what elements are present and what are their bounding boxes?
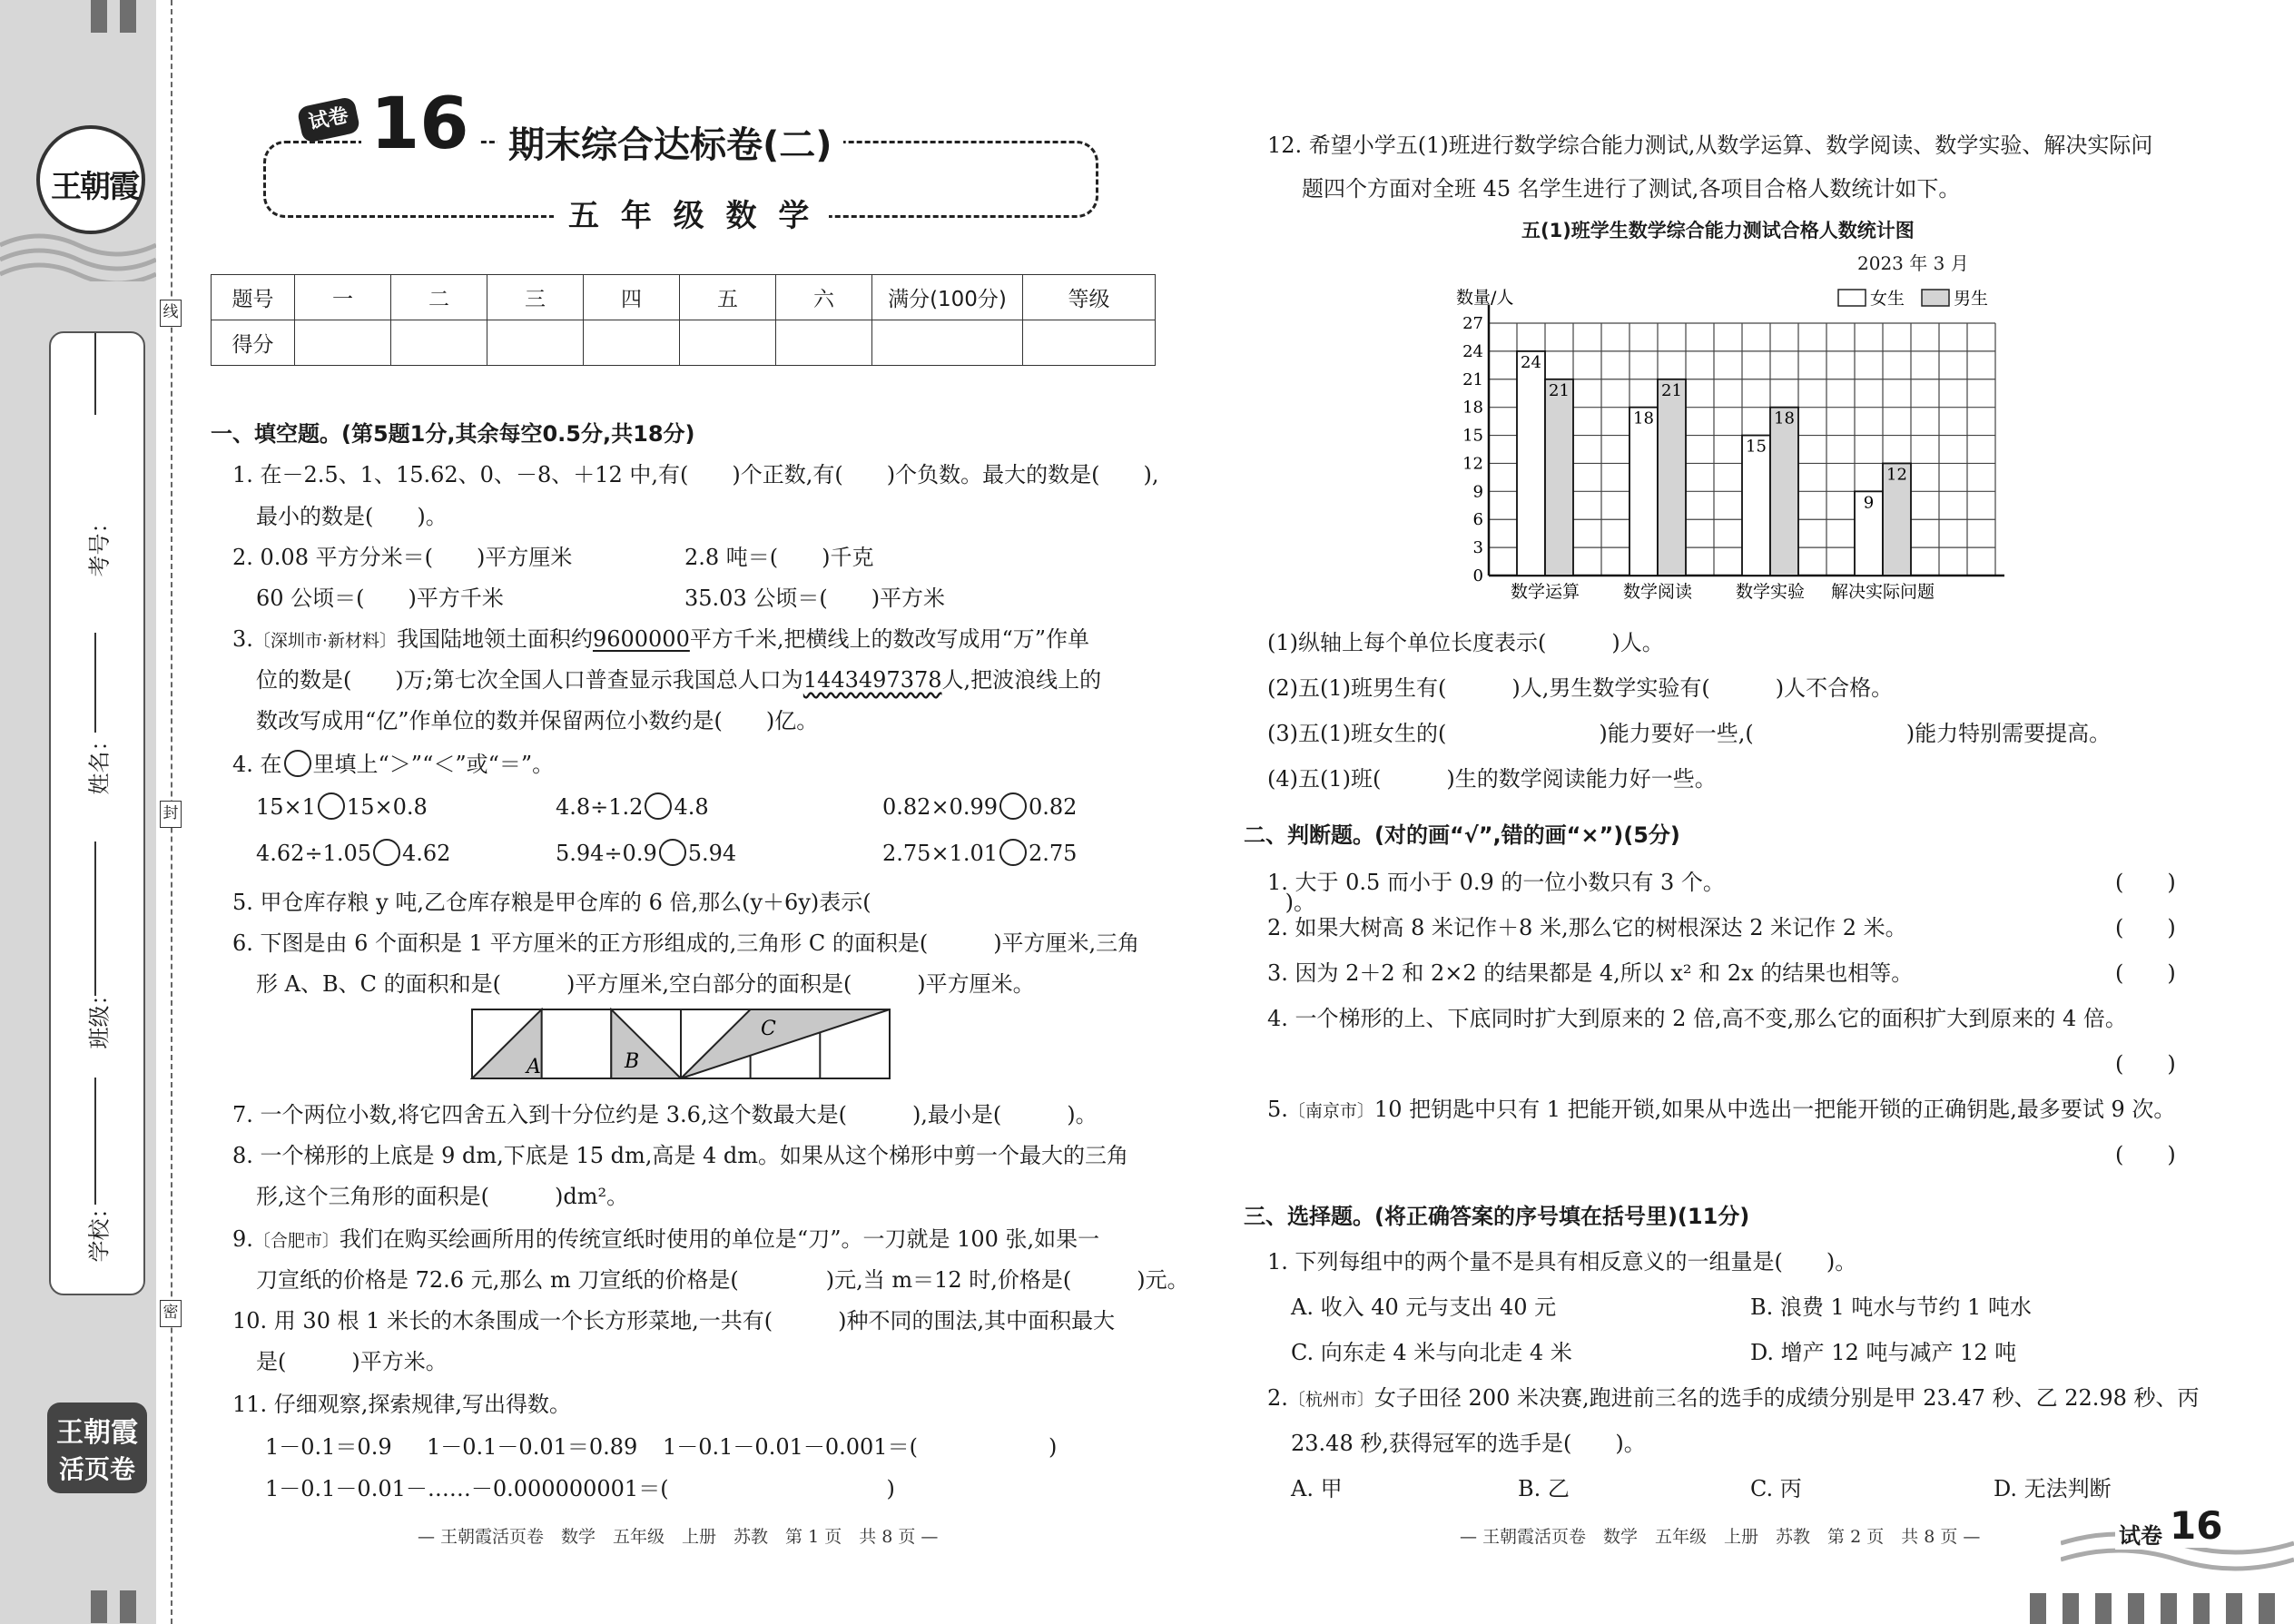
x-tick-label: 解决实际问题 [1830, 582, 1935, 602]
legend-label-girls: 女生 [1870, 289, 1905, 309]
pattern-1: 1－0.1＝0.9 [265, 1434, 392, 1460]
compare-item [556, 839, 736, 866]
score-cell: 满分(100分) [872, 275, 1023, 320]
question-5: 5. 甲仓库存粮 y 吨,乙仓库存粮是甲仓库的 6 倍,那么(y＋6y)表示( )。 [232, 890, 1315, 915]
y-tick-label: 9 [1472, 482, 1483, 502]
score-input[interactable] [1023, 320, 1156, 366]
question-2-part-3: 60 公顷＝( )平方千米 [256, 586, 504, 611]
seal-char: 线 [160, 300, 182, 327]
field-line [94, 633, 96, 733]
score-input[interactable] [391, 320, 487, 366]
score-cell: 三 [487, 275, 584, 320]
question-12-line-1: 12. 希望小学五(1)班进行数学综合能力测试,从数学运算、数学阅读、数学实验、解决实际问 [1267, 133, 2153, 158]
student-info-box [49, 331, 145, 1295]
corner-tick [2193, 1593, 2210, 1624]
strip-tick [120, 1590, 136, 1623]
question-8-line-1: 8. 一个梯形的上底是 9 dm,下底是 15 dm,高是 4 dm。如果从这个梯形中剪一个最大的三角 [232, 1143, 1128, 1168]
question-text: 4. 在 [232, 752, 282, 777]
y-tick-label: 15 [1462, 426, 1483, 446]
judge-5-answer[interactable]: ( ) [2115, 1142, 2176, 1167]
corner-tick [2226, 1593, 2242, 1624]
y-tick-label: 21 [1462, 369, 1483, 389]
bar [1629, 408, 1658, 576]
choice-1-option-b[interactable]: B. 浪费 1 吨水与节约 1 吨水 [1750, 1294, 2032, 1320]
score-input[interactable] [584, 320, 680, 366]
source-tag: 〔深圳市·新材料〕 [252, 631, 397, 651]
bar-value-label: 21 [1549, 380, 1570, 400]
question-3-line-1 [232, 621, 1089, 653]
question-3-line-3: 数改写成用“亿”作单位的数并保留两位小数约是( )亿。 [256, 708, 819, 733]
question-text: 我国陆地领土面积约 [396, 626, 593, 652]
compare-circle-input[interactable] [999, 839, 1027, 866]
logo-waves [0, 227, 156, 281]
figure-label-c: C [761, 1018, 776, 1040]
compare-right: 0.82 [1028, 794, 1078, 820]
corner-tick [2063, 1593, 2079, 1624]
bar-value-label: 12 [1886, 465, 1907, 485]
legend-label-boys: 男生 [1954, 289, 1989, 309]
compare-circle-input[interactable] [999, 792, 1027, 820]
bar-value-label: 18 [1774, 408, 1795, 428]
score-input[interactable] [680, 320, 776, 366]
compare-circle-input[interactable] [645, 792, 672, 820]
compare-item [256, 839, 450, 866]
score-cell: 一 [295, 275, 391, 320]
legend-swatch-boys [1922, 290, 1949, 306]
seal-char: 密 [160, 1300, 182, 1327]
score-cell: 六 [776, 275, 872, 320]
compare-circle-input[interactable] [373, 839, 400, 866]
judge-3: 3. 因为 2＋2 和 2×2 的结果都是 4,所以 x² 和 2x 的结果也相等。 [1267, 960, 1914, 986]
bar-value-label: 9 [1863, 493, 1875, 513]
choice-2-line-1 [1267, 1380, 2200, 1412]
question-4-prompt [232, 746, 554, 778]
compare-circle-input[interactable] [318, 792, 345, 820]
question-text: 人,把波浪线上的 [941, 667, 1102, 693]
score-row-label: 得分 [212, 320, 295, 366]
score-input[interactable] [872, 320, 1023, 366]
page-subtitle: 五 年 级 数 学 [554, 191, 829, 235]
choice-1-option-a[interactable]: A. 收入 40 元与支出 40 元 [1291, 1294, 1557, 1320]
compare-left: 5.94÷0.9 [556, 841, 657, 866]
choice-1-option-d[interactable]: D. 增产 12 吨与减产 12 吨 [1750, 1340, 2017, 1365]
brand-badge-sub: 活页卷 [58, 1454, 135, 1484]
bar [1742, 436, 1770, 576]
pattern-4: 1－0.1－0.01－……－0.000000001＝( ) [265, 1476, 895, 1501]
compare-item [256, 792, 428, 820]
judge-3-answer[interactable]: ( ) [2115, 960, 2176, 986]
corner-tick [2161, 1593, 2177, 1624]
bar [1770, 408, 1798, 576]
choice-2-line-2: 23.48 秒,获得冠军的选手是( )。 [1291, 1431, 1646, 1456]
field-line [94, 1078, 96, 1205]
question-text: 我们在购买绘画所用的传统宣纸时使用的单位是“刀”。一刀就是 100 张,如果一 [339, 1226, 1100, 1252]
compare-circle-icon [284, 750, 311, 777]
score-cell: 五 [680, 275, 776, 320]
left-page-footer: — 王朝霞活页卷 数学 五年级 上册 苏教 第 1 页 共 8 页 — [418, 1527, 939, 1547]
field-line [94, 842, 96, 996]
bar-value-label: 24 [1521, 352, 1541, 372]
chart-legend [1838, 289, 1988, 309]
strip-tick [91, 1590, 107, 1623]
question-12-sub-4: (4)五(1)班( )生的数学阅读能力好一些。 [1267, 766, 1717, 792]
judge-4: 4. 一个梯形的上、下底同时扩大到原来的 2 倍,高不变,那么它的面积扩大到原来的 4 倍。 [1267, 1006, 2127, 1031]
chart-subtitle: 2023 年 3 月 [1857, 252, 1969, 274]
x-tick-label: 数学运算 [1510, 582, 1580, 602]
compare-right: 5.94 [687, 841, 737, 866]
field-school-label: 学校： [86, 1196, 113, 1263]
section-2-heading: 二、判断题。(对的画“√”,错的画“×”)(5分) [1244, 822, 1680, 848]
score-cell: 题号 [212, 275, 295, 320]
pattern-2: 1－0.1－0.01＝0.89 [427, 1434, 638, 1460]
compare-right: 4.8 [674, 794, 709, 820]
compare-left: 2.75×1.01 [882, 841, 998, 866]
question-number: 5. [1267, 1097, 1288, 1122]
x-tick-label: 数学实验 [1735, 582, 1806, 602]
score-cell: 二 [391, 275, 487, 320]
question-text: 女子田径 200 米决赛,跑进前三名的选手的成绩分别是甲 23.47 秒、乙 22.98 秒、丙 [1373, 1385, 2200, 1411]
question-text: 里填上“＞”“＜”或“＝”。 [312, 752, 555, 777]
corner-tick [2128, 1593, 2144, 1624]
compare-item [556, 792, 709, 820]
strip-tick [120, 0, 136, 33]
question-8-line-2: 形,这个三角形的面积是( )dm²。 [256, 1184, 629, 1209]
bar-value-label: 15 [1746, 437, 1767, 457]
y-tick-label: 0 [1472, 566, 1483, 586]
question-12-sub-1: (1)纵轴上每个单位长度表示( )人。 [1267, 630, 1664, 655]
logo-text: 王朝霞 [51, 169, 138, 205]
question-9-line-1 [232, 1221, 1099, 1253]
question-6-line-2: 形 A、B、C 的面积和是( )平方厘米,空白部分的面积是( )平方厘米。 [256, 971, 1035, 997]
score-input[interactable] [295, 320, 391, 366]
chart-y-label: 数量/人 [1456, 288, 1514, 308]
compare-circle-input[interactable] [659, 839, 686, 866]
compare-left: 15×1 [256, 794, 316, 820]
judge-1: 1. 大于 0.5 而小于 0.9 的一位小数只有 3 个。 [1267, 870, 1725, 895]
compare-left: 0.82×0.99 [882, 794, 998, 820]
section-3-heading: 三、选择题。(将正确答案的序号填在括号里)(11分) [1244, 1204, 1750, 1229]
judge-4-answer[interactable]: ( ) [2115, 1051, 2176, 1077]
question-3-line-2 [256, 662, 1101, 694]
question-12-sub-2: (2)五(1)班男生有( )人,男生数学实验有( )人不合格。 [1267, 675, 1894, 701]
pattern-3: 1－0.1－0.01－0.001＝( ) [663, 1434, 1058, 1460]
seal-char: 封 [160, 801, 182, 828]
judge-2-answer[interactable]: ( ) [2115, 915, 2176, 940]
bar [1658, 379, 1686, 576]
judge-5 [1267, 1091, 2175, 1123]
brand-badge-name: 王朝霞 [56, 1417, 138, 1449]
y-tick-label: 6 [1472, 510, 1483, 530]
score-table [211, 274, 1156, 366]
judge-2: 2. 如果大树高 8 米记作＋8 米,那么它的树根深达 2 米记作 2 米。 [1267, 915, 1907, 940]
compare-left: 4.62÷1.05 [256, 841, 371, 866]
question-12-line-2: 题四个方面对全班 45 名学生进行了测试,各项目合格人数统计如下。 [1302, 176, 1961, 202]
source-tag: 〔南京市〕 [1287, 1101, 1374, 1121]
compare-right: 4.62 [401, 841, 451, 866]
source-tag: 〔合肥市〕 [252, 1231, 340, 1251]
bar [1517, 351, 1545, 576]
question-7: 7. 一个两位小数,将它四舍五入到十分位约是 3.6,这个数最大是( ),最小是( )。 [232, 1102, 1098, 1127]
field-line [94, 333, 96, 415]
question-2-part-1: 2. 0.08 平方分米＝( )平方厘米 [232, 545, 573, 570]
choice-2-option-a[interactable]: A. 甲 [1291, 1476, 1343, 1501]
question-2-part-2: 2.8 吨＝( )千克 [684, 545, 874, 570]
y-tick-label: 3 [1472, 538, 1483, 558]
paper-number: 16 [361, 89, 478, 160]
score-input[interactable] [487, 320, 584, 366]
binding-strip [0, 0, 156, 1624]
question-text: 位的数是( )万;第七次全国人口普查显示我国总人口为 [256, 667, 803, 693]
choice-1: 1. 下列每组中的两个量不是具有相反意义的一组量是( )。 [1267, 1249, 1857, 1275]
question-number: 3. [232, 626, 253, 652]
judge-1-answer[interactable]: ( ) [2115, 870, 2176, 895]
bar-value-label: 18 [1633, 408, 1654, 428]
chart-title: 五(1)班学生数学综合能力测试合格人数统计图 [1521, 220, 1915, 241]
field-exam-number-label: 考号： [86, 511, 113, 577]
question-10-line-2: 是( )平方米。 [256, 1349, 448, 1374]
question-number: 2. [1267, 1385, 1288, 1411]
question-12-sub-3: (3)五(1)班女生的( )能力要好一些,( )能力特别需要提高。 [1267, 721, 2112, 746]
question-1-line-1: 1. 在－2.5、1、15.62、0、－8、＋12 中,有( )个正数,有( )个负数。最大的数是( ), [232, 462, 1159, 487]
y-tick-label: 18 [1462, 398, 1483, 418]
question-2-part-4: 35.03 公顷＝( )平方米 [684, 586, 946, 611]
triangle-figure [470, 1008, 891, 1080]
compare-item [882, 792, 1077, 820]
brand-badge [47, 1403, 147, 1493]
score-cell: 等级 [1023, 275, 1156, 320]
question-9-line-2: 刀宣纸的价格是 72.6 元,那么 m 刀宣纸的价格是( )元,当 m＝12 时,价格是( )元。 [256, 1267, 1189, 1293]
compare-right: 15×0.8 [346, 794, 428, 820]
compare-left: 4.8÷1.2 [556, 794, 644, 820]
choice-2-option-c[interactable]: C. 丙 [1750, 1476, 1802, 1501]
question-number: 9. [232, 1226, 253, 1252]
score-cell: 四 [584, 275, 680, 320]
corner-tick [2095, 1593, 2112, 1624]
legend-swatch-girls [1838, 290, 1866, 306]
field-class-label: 班级： [86, 983, 113, 1049]
wavy-number: 1443497378 [802, 667, 942, 693]
corner-number: 16 [2166, 1503, 2226, 1548]
right-page-footer: — 王朝霞活页卷 数学 五年级 上册 苏教 第 2 页 共 8 页 — [1460, 1527, 1981, 1547]
field-name-label: 姓名： [86, 729, 113, 795]
question-6-line-1: 6. 下图是由 6 个面积是 1 平方厘米的正方形组成的,三角形 C 的面积是( )平方厘米,三角 [232, 930, 1140, 956]
corner-tick [2030, 1593, 2046, 1624]
y-tick-label: 27 [1462, 314, 1483, 333]
compare-item [882, 839, 1077, 866]
y-tick-label: 12 [1462, 454, 1483, 474]
corner-tick [2259, 1593, 2275, 1624]
logo [36, 125, 145, 234]
figure-label-a: A [527, 1056, 541, 1078]
bar [1545, 379, 1573, 576]
x-tick-label: 数学阅读 [1622, 582, 1693, 602]
underlined-number: 9600000 [592, 626, 690, 652]
question-1-line-2: 最小的数是( )。 [256, 504, 448, 529]
corner-badge: 试卷 [2115, 1518, 2166, 1550]
figure-label-b: B [625, 1050, 640, 1073]
bar-value-label: 21 [1661, 380, 1682, 400]
strip-tick [91, 0, 107, 33]
question-11: 11. 仔细观察,探索规律,写出得数。 [232, 1392, 572, 1417]
section-1-heading: 一、填空题。(第5题1分,其余每空0.5分,共18分) [211, 421, 695, 447]
question-10-line-1: 10. 用 30 根 1 米长的木条围成一个长方形菜地,一共有( )种不同的围法,其中面积最大 [232, 1308, 1116, 1334]
source-tag: 〔杭州市〕 [1287, 1390, 1374, 1410]
y-tick-label: 24 [1462, 341, 1483, 361]
question-text: 平方千米,把横线上的数改写成用“万”作单 [689, 626, 1090, 652]
paper-badge: 试卷 [297, 96, 361, 143]
compare-right: 2.75 [1028, 841, 1078, 866]
score-input[interactable] [776, 320, 872, 366]
page-title: 期末综合达标卷(二) [497, 116, 843, 168]
bar-chart [1443, 272, 2015, 608]
choice-2-option-d[interactable]: D. 无法判断 [1994, 1476, 2112, 1501]
choice-2-option-b[interactable]: B. 乙 [1518, 1476, 1570, 1501]
choice-1-option-c[interactable]: C. 向东走 4 米与向北走 4 米 [1291, 1340, 1572, 1365]
question-text: 10 把钥匙中只有 1 把能开锁,如果从中选出一把能开锁的正确钥匙,最多要试 9 次。 [1373, 1097, 2176, 1122]
